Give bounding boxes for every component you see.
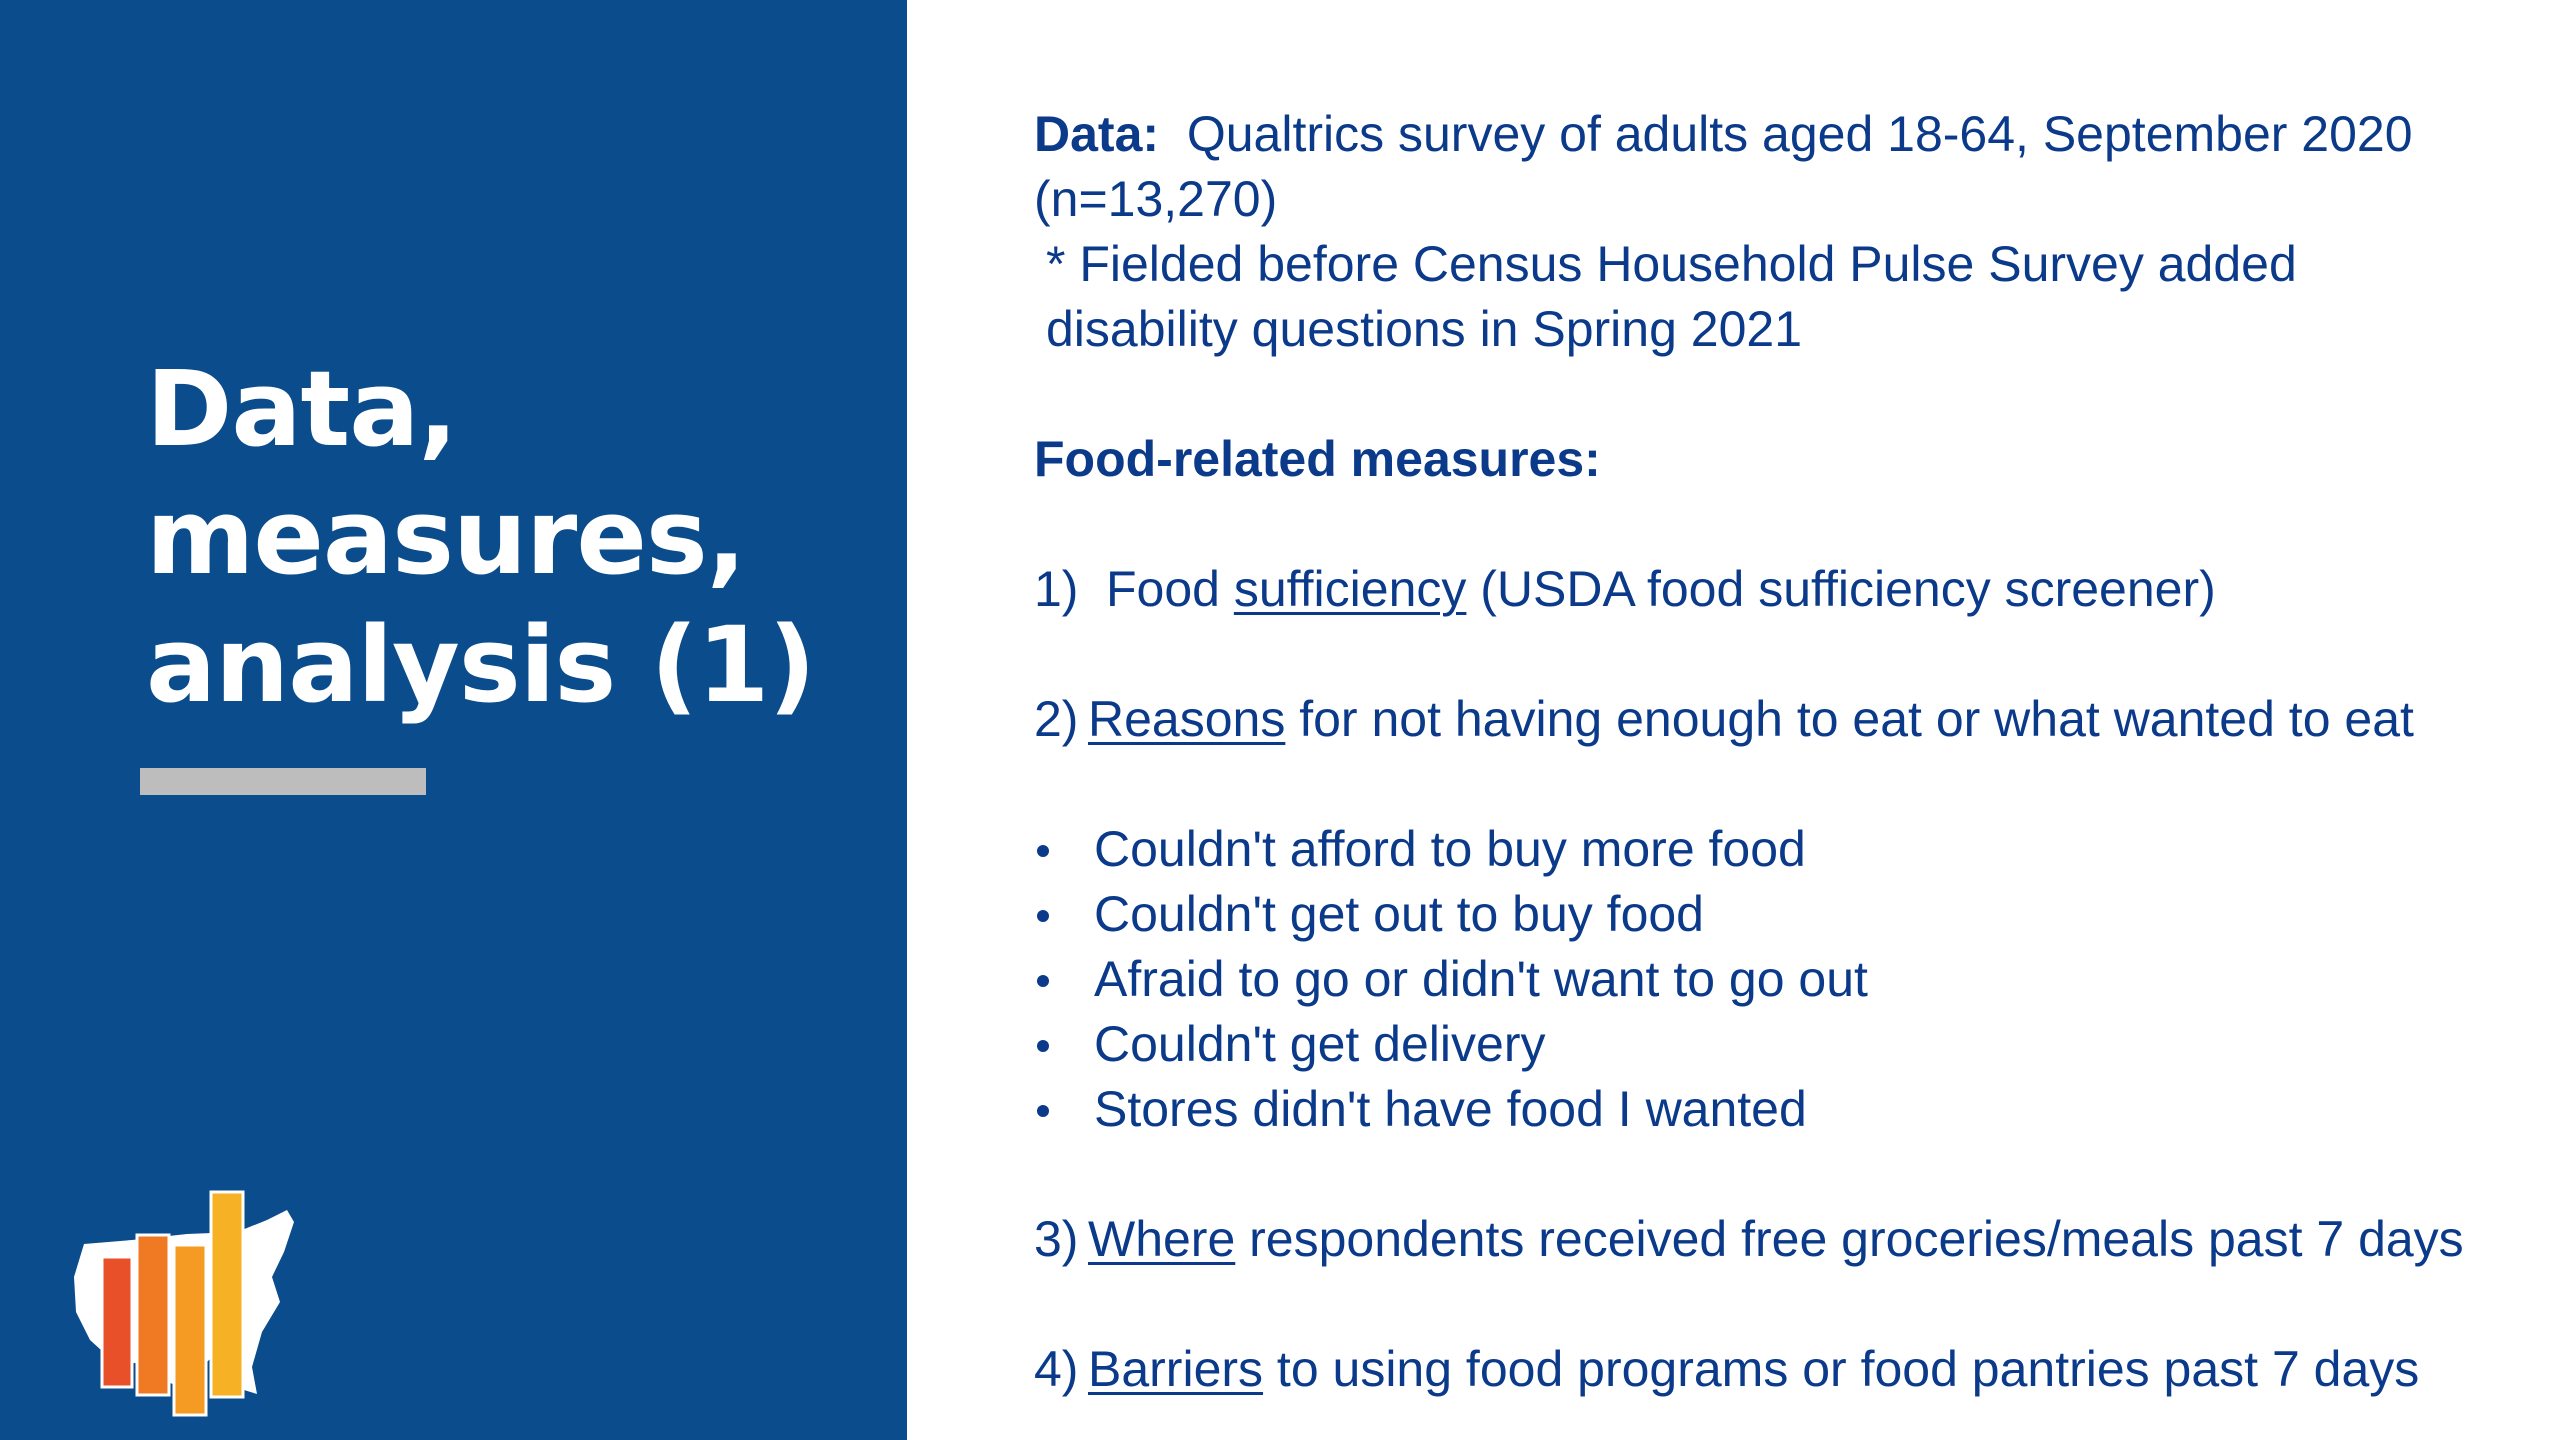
- data-text: Qualtrics survey of adults aged 18-64, September 2020 (n=13,270): [1034, 106, 2413, 227]
- list-item: Couldn't afford to buy more food: [1034, 817, 2484, 882]
- measure-number: 3): [1034, 1211, 1079, 1267]
- list-item: Stores didn't have food I wanted: [1034, 1077, 2484, 1142]
- content-area: [1034, 102, 2484, 1402]
- measure-text: respondents received free groceries/meals past 7 days: [1235, 1211, 2464, 1267]
- measures-heading: [1034, 427, 2484, 492]
- slide-title: [146, 345, 886, 729]
- measure-number: 4): [1034, 1341, 1079, 1397]
- data-label: Data:: [1034, 106, 1160, 162]
- list-item: Couldn't get out to buy food: [1034, 882, 2484, 947]
- measure-keyword: Barriers: [1088, 1341, 1264, 1397]
- measure-keyword: sufficiency: [1233, 561, 1467, 617]
- measure-keyword: Reasons: [1088, 691, 1286, 747]
- title-panel: [0, 0, 907, 1440]
- us-map-bar-chart-logo-icon: [62, 1182, 327, 1417]
- reasons-list: [1034, 817, 2484, 1142]
- data-note: * Fielded before Census Household Pulse Survey added disability questions in Spring 2021: [1046, 236, 2297, 357]
- title-line-3: analysis (1): [146, 604, 815, 726]
- measures-heading-text: Food-related measures:: [1034, 431, 1601, 487]
- measure-number: 1): [1034, 561, 1079, 617]
- list-item: Couldn't get delivery: [1034, 1012, 2484, 1077]
- measure-item-3: [1034, 1207, 2484, 1272]
- measure-text: for not having enough to eat or what wanted to eat: [1285, 691, 2414, 747]
- measure-prefix: Food: [1106, 561, 1234, 617]
- title-line-1: Data,: [146, 348, 457, 470]
- measure-item-2: [1034, 687, 2484, 752]
- measure-number: 2): [1034, 691, 1079, 747]
- data-paragraph: [1034, 102, 2484, 232]
- measure-item-1: [1034, 557, 2484, 622]
- measure-text: (USDA food sufficiency screener): [1466, 561, 2216, 617]
- measure-keyword: Where: [1088, 1211, 1236, 1267]
- title-underline-rule: [140, 768, 426, 795]
- list-item: Afraid to go or didn't want to go out: [1034, 947, 2484, 1012]
- title-line-2: measures,: [146, 476, 746, 598]
- measure-text: to using food programs or food pantries past 7 days: [1263, 1341, 2420, 1397]
- measure-item-4: [1034, 1337, 2484, 1402]
